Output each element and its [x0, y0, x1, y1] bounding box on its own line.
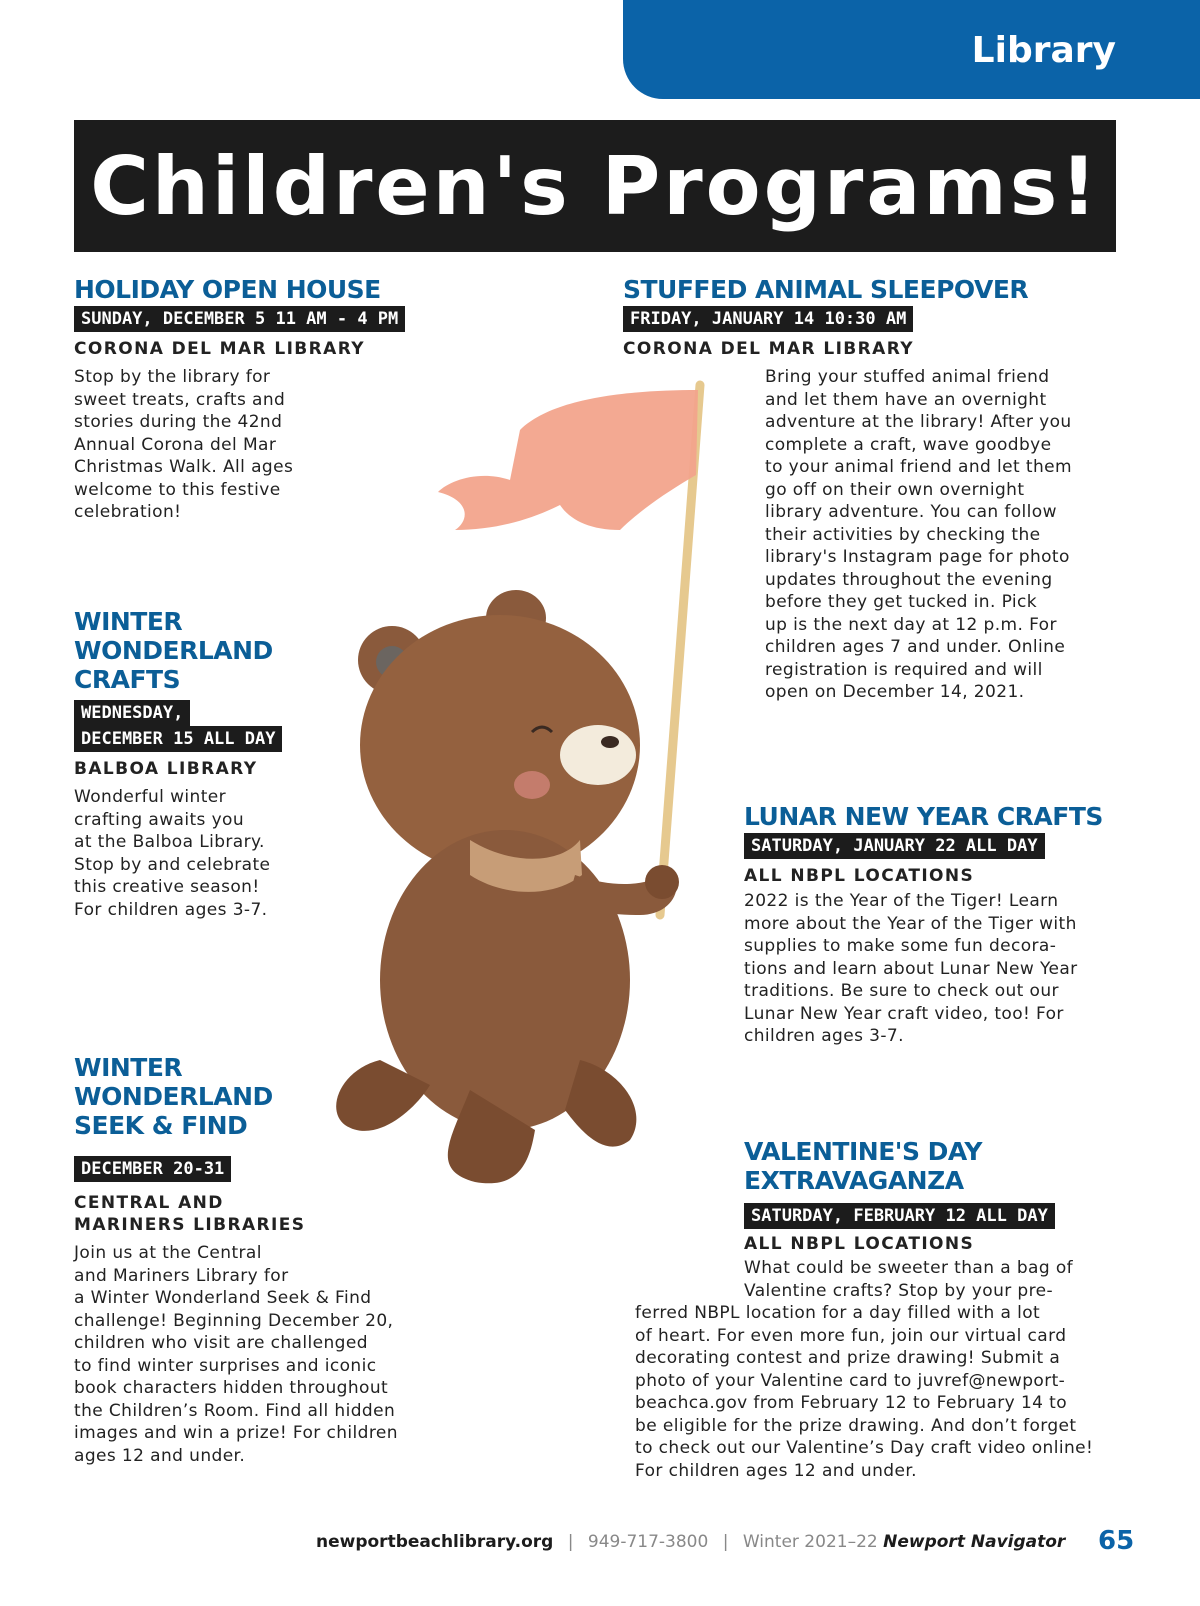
title-banner: [74, 120, 1116, 252]
event-title: STUFFED ANIMAL SLEEPOVER: [623, 275, 1029, 304]
event-date: SATURDAY, JANUARY 22 ALL DAY: [744, 833, 1045, 859]
event-holiday-open-house: [74, 275, 454, 524]
event-location: ALL NBPL LOCATIONS: [744, 1234, 975, 1254]
bear-cheek: [514, 771, 550, 799]
event-location: BALBOA LIBRARY: [74, 759, 258, 779]
event-title: HOLIDAY OPEN HOUSE: [74, 275, 381, 304]
event-date: WEDNESDAY,: [74, 700, 190, 726]
event-location: CORONA DEL MAR LIBRARY: [74, 339, 365, 359]
event-winter-wonderland-crafts: [74, 607, 374, 921]
event-title: VALENTINE'S DAY EXTRAVAGANZA: [744, 1137, 982, 1195]
footer-separator: |: [567, 1532, 574, 1552]
event-date: SATURDAY, FEBRUARY 12 ALL DAY: [744, 1203, 1055, 1229]
event-valentines-day-extravaganza: [635, 1137, 1155, 1482]
event-description: Stop by the library for sweet treats, crafts and stories during the 42nd Annual Corona del Mar Christmas Walk. All ages welcome to this festive celebration!: [74, 367, 294, 522]
footer-website[interactable]: newportbeachlibrary.org: [316, 1532, 554, 1552]
event-date: DECEMBER 15 ALL DAY: [74, 726, 282, 752]
event-location: ALL NBPL LOCATIONS: [744, 866, 975, 886]
event-date: DECEMBER 20-31: [74, 1156, 231, 1182]
page-footer: [316, 1532, 1065, 1552]
section-tab-label: Library: [971, 30, 1116, 71]
event-description: Wonderful winter crafting awaits you at the Balboa Library. Stop by and celebrate this creative season! For children ages 3-7.: [74, 787, 271, 920]
page-title: Children's Programs!: [90, 139, 1100, 233]
event-description: Bring your stuffed animal friend and let them have an overnight adventure at the library! After you complete a craft, wave goodbye to your animal friend and let them go off on their own overnight library adventure. You can follow their activities by checking the library's Instagram page for photo updates throughout the evening before they get tucked in. Pick up is the next day at 12 p.m. For children ages 7 and under. Online registration is required and will open on December 14, 2021.: [765, 367, 1072, 702]
bear-muzzle: [560, 725, 636, 785]
footer-separator: |: [722, 1532, 729, 1552]
event-stuffed-animal-sleepover: [623, 275, 1123, 704]
event-title: WINTER WONDERLAND SEEK & FIND: [74, 1053, 273, 1140]
event-lunar-new-year-crafts: [744, 802, 1164, 1048]
event-date: SUNDAY, DECEMBER 5 11 AM - 4 PM: [74, 306, 405, 332]
section-tab: [623, 0, 1200, 99]
page-number: 65: [1098, 1526, 1135, 1556]
event-date: FRIDAY, JANUARY 14 10:30 AM: [623, 306, 913, 332]
footer-phone: 949-717-3800: [587, 1532, 709, 1552]
event-description: Join us at the Central and Mariners Library for a Winter Wonderland Seek & Find challenge! Beginning December 20, children who visit are challenged to find winter surprises and iconic book characters hidden throughout the Children’s Room. Find all hidden images and win a prize! For children ages 12 and under.: [74, 1243, 398, 1466]
event-location: CORONA DEL MAR LIBRARY: [623, 339, 914, 359]
footer-issue: Winter 2021–22: [742, 1532, 878, 1552]
event-description: What could be sweeter than a bag of Valentine crafts? Stop by your pre- ferred NBPL location for a day filled with a lot of heart. For even more fun, join our virtual card decorating contest and prize drawing! Submit a photo of your Valentine card to juvref@newport- beachca.gov from February 12 to February 14 to be eligible for the prize drawing. And don’t forget to check out our Valentine’s Day craft video online! For children ages 12 and under.: [635, 1258, 1094, 1481]
event-title: WINTER WONDERLAND CRAFTS: [74, 607, 273, 694]
event-title: LUNAR NEW YEAR CRAFTS: [744, 802, 1103, 831]
event-description: 2022 is the Year of the Tiger! Learn more about the Year of the Tiger with supplies to make some fun decora- tions and learn about Lunar New Year traditions. Be sure to check out our Lunar New Year craft video, too! For children ages 3-7.: [744, 891, 1078, 1046]
footer-magazine: Newport Navigator: [883, 1532, 1066, 1552]
event-winter-wonderland-seek-find: [74, 1053, 454, 1467]
event-location: CENTRAL AND MARINERS LIBRARIES: [74, 1193, 306, 1235]
